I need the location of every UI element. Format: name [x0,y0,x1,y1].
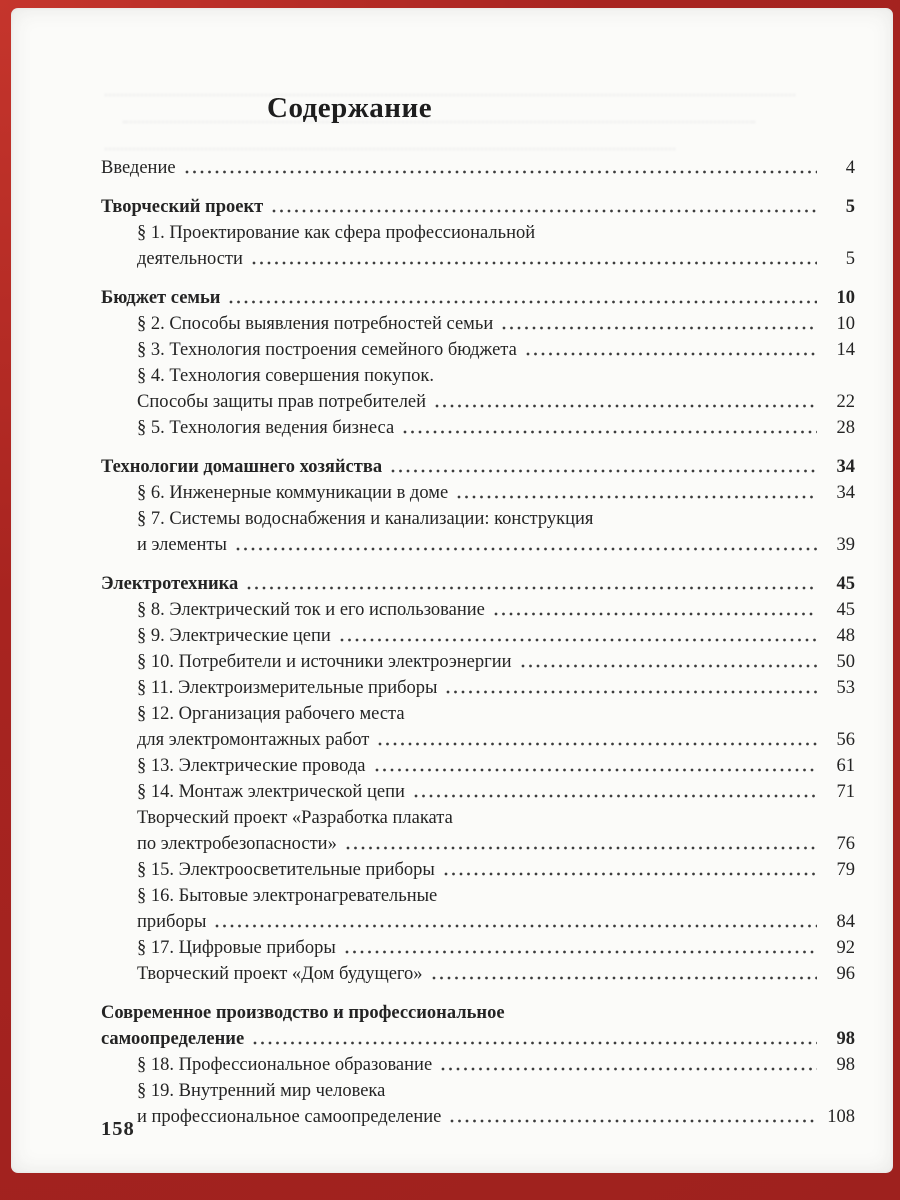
toc-page-number: 10 [836,288,855,308]
toc-entry-text: Творческий проект «Разработка плаката [137,808,453,828]
dot-leader [450,1119,817,1123]
toc-entry [101,805,855,857]
toc-entry [101,935,855,961]
toc-page-number: 61 [836,756,855,776]
toc-entry-text: § 4. Технология совершения покупок. [137,366,435,386]
dot-leader [457,495,817,499]
toc-entry [101,311,855,337]
toc-entry [101,961,855,987]
toc-entry-line [101,220,855,246]
toc-entry [101,597,855,623]
toc-entry [101,480,855,506]
dot-leader [378,742,817,746]
toc-page-number: 10 [836,314,855,334]
dot-leader [340,638,817,642]
dot-leader [521,664,817,668]
toc-entry-line [101,532,855,558]
toc-entry [101,675,855,701]
toc-page-number: 76 [836,834,855,854]
toc-entry [101,649,855,675]
toc-entry [101,220,855,272]
toc-entry-text: приборы [137,912,207,932]
toc-entry-text: деятельности [137,249,243,269]
toc-entry-text: § 8. Электрический ток и его использование [137,600,485,620]
toc-entry-line [101,961,855,987]
toc-entry-line [101,649,855,675]
page-content [101,8,855,1173]
toc-page-number: 34 [836,457,855,477]
toc-page-number: 45 [836,600,855,620]
dot-leader [185,170,817,174]
dot-leader [444,872,817,876]
toc-entry-text: для электромонтажных работ [137,730,370,750]
toc-entry [101,857,855,883]
toc-page-number: 50 [836,652,855,672]
dot-leader [502,326,817,330]
toc-entry-line [101,1104,855,1130]
toc-entry [101,701,855,753]
dot-leader [441,1067,817,1071]
toc-page-number: 79 [836,860,855,880]
toc-page-number: 45 [836,574,855,594]
toc-entry-line [101,727,855,753]
toc-entry-text: Электротехника [101,574,239,594]
toc-entry-line [101,1026,855,1052]
toc-page-number: 96 [836,964,855,984]
toc-entry-line [101,454,855,480]
toc-entry [101,1078,855,1130]
toc-entry-line [101,597,855,623]
footer-page-number: 158 [101,1118,135,1140]
toc-page-number: 53 [836,678,855,698]
toc-entry [101,506,855,558]
toc-entry-text: Технологии домашнего хозяйства [101,457,383,477]
toc-entry-line [101,753,855,779]
toc-entry-line [101,155,855,181]
toc-entry-text: Способы защиты прав потребителей [137,392,427,412]
dot-leader [252,261,817,265]
toc-entry-line [101,337,855,363]
dot-leader [435,404,817,408]
dot-leader [526,352,817,356]
toc-entry [101,571,855,597]
toc-entry-line [101,571,855,597]
toc-page-number: 4 [845,158,855,178]
toc-page-number: 39 [836,535,855,555]
toc-entry-line [101,675,855,701]
toc-entry-text: § 1. Проектирование как сфера профессиональной [137,223,536,243]
toc-entry-text: Творческий проект [101,197,264,217]
toc-entry [101,363,855,415]
toc-entry-line [101,363,855,389]
dot-leader [236,547,817,551]
toc-page-number: 84 [836,912,855,932]
dot-leader [253,1041,817,1045]
toc-entry-text: Введение [101,158,176,178]
toc-entry-line [101,1000,855,1026]
toc-page-number: 48 [836,626,855,646]
toc-entry [101,415,855,441]
toc-entry-text: и профессиональное самоопределение [137,1107,442,1127]
toc-entry-text: § 6. Инженерные коммуникации в доме [137,483,449,503]
toc-entry [101,623,855,649]
toc-entry-line [101,506,855,532]
toc-entry [101,1052,855,1078]
toc-entry-text: § 18. Профессиональное образование [137,1055,433,1075]
dot-leader [215,924,817,928]
toc-entry-text: самоопределение [101,1029,245,1049]
toc-entry-text: § 2. Способы выявления потребностей семьи [137,314,494,334]
toc-page-number: 5 [845,249,855,269]
toc-entry-line [101,701,855,727]
toc-entry-line [101,805,855,831]
toc-entry-line [101,415,855,441]
toc-entry [101,155,855,181]
toc-entry [101,194,855,220]
toc-entry-line [101,935,855,961]
toc-list [101,155,855,1130]
toc-entry-text: § 16. Бытовые электронагревательные [137,886,438,906]
toc-entry-line [101,857,855,883]
dot-leader [247,586,817,590]
toc-entry-text: § 5. Технология ведения бизнеса [137,418,395,438]
toc-page-number: 5 [845,197,855,217]
toc-page-number: 28 [836,418,855,438]
toc-page-number: 98 [836,1055,855,1075]
toc-entry-line [101,389,855,415]
toc-entry [101,883,855,935]
toc-entry [101,337,855,363]
toc-entry-text: § 7. Системы водоснабжения и канализации: конструкция [137,509,594,529]
dot-leader [446,690,817,694]
toc-entry [101,454,855,480]
toc-entry-text: § 17. Цифровые приборы [137,938,336,958]
toc-entry-text: по электробезопасности» [137,834,337,854]
dot-leader [272,209,817,213]
toc-page-number: 56 [836,730,855,750]
dot-leader [432,976,817,980]
toc-page-number: 71 [836,782,855,802]
book-page [11,8,893,1173]
toc-page-number: 22 [836,392,855,412]
dot-leader [414,794,817,798]
toc-entry-line [101,623,855,649]
dot-leader [345,950,817,954]
toc-entry-text: § 3. Технология построения семейного бюджета [137,340,517,360]
toc-entry [101,779,855,805]
dot-leader [229,300,817,304]
toc-entry-line [101,285,855,311]
dot-leader [494,612,817,616]
toc-entry-line [101,194,855,220]
dot-leader [391,469,817,473]
toc-page-number: 98 [836,1029,855,1049]
toc-entry-text: § 9. Электрические цепи [137,626,331,646]
toc-entry-text: § 10. Потребители и источники электроэнергии [137,652,512,672]
toc-entry-text: Творческий проект «Дом будущего» [137,964,423,984]
toc-entry-line [101,1078,855,1104]
toc-entry-text: § 12. Организация рабочего места [137,704,405,724]
toc-entry [101,1000,855,1052]
toc-entry-text: Современное производство и профессиональное [101,1003,505,1023]
toc-page-number: 34 [836,483,855,503]
toc-page-number: 92 [836,938,855,958]
toc-entry-line [101,883,855,909]
dot-leader [375,768,817,772]
toc-entry-text: § 19. Внутренний мир человека [137,1081,386,1101]
toc-entry-line [101,831,855,857]
toc-entry-text: § 14. Монтаж электрической цепи [137,782,405,802]
toc-page-number: 108 [827,1107,855,1127]
toc-entry-line [101,311,855,337]
toc-entry-line [101,480,855,506]
toc-entry-line [101,1052,855,1078]
toc-entry-text: Бюджет семьи [101,288,221,308]
toc-entry [101,285,855,311]
toc-entry-line [101,779,855,805]
toc-entry-line [101,909,855,935]
toc-entry-text: и элементы [137,535,227,555]
dot-leader [346,846,817,850]
dot-leader [403,430,817,434]
toc-entry-text: § 11. Электроизмерительные приборы [137,678,438,698]
toc-entry-line [101,246,855,272]
toc-entry-text: § 15. Электроосветительные приборы [137,860,435,880]
page-title: Содержание [267,92,433,124]
toc-entry [101,753,855,779]
toc-entry-text: § 13. Электрические провода [137,756,366,776]
toc-page-number: 14 [836,340,855,360]
